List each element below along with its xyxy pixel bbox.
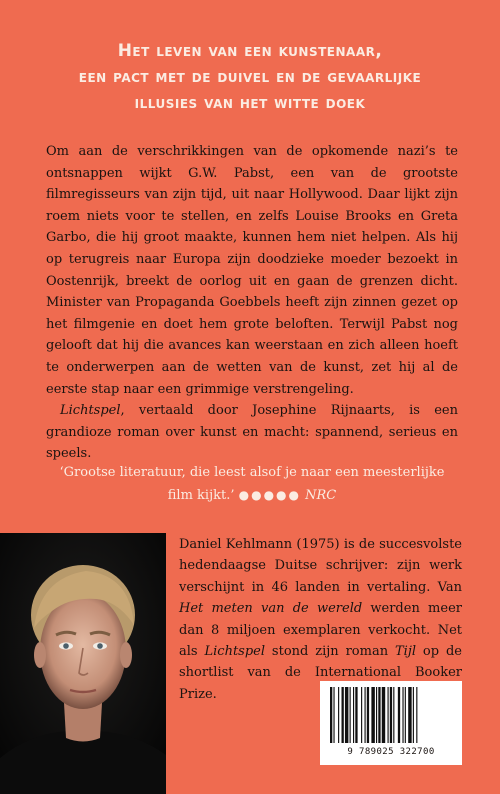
quote-source: NRC <box>305 488 337 503</box>
barcode-bar <box>390 687 392 743</box>
review-quote <box>46 462 458 507</box>
bio-text-2: werden meer dan 8 miljoen exemplaren verkocht. Net als <box>179 601 462 660</box>
blurb-paragraph-1: Om aan de verschrikkingen van de opkomende nazi’s te ontsnappen wijkt G.W. Pabst, een van de grootste filmregisseurs van zijn tijd, uit naar Hollywood. Daar lijkt zijn roem niets voor te stellen, en zelfs Louise Brooks en Greta Garbo, die hij groot maakte, kunnen hem niet helpen. Als hij op terugreis naar Europa zijn doodzieke moeder bezoekt in Oostenrijk, breekt de oorlog uit en gaan de grenzen dicht. Minister van Propaganda Goebbels heeft zijn zinnen gezet op het filmgenie en doet hem grote beloften. Terwijl Pabst nog gelooft dat hij die avances kan weerstaan en zich alleen hoeft te onderwerpen aan de wetten van de kunst, zet hij al de eerste stap naar een grimmige verstrengeling. <box>46 144 458 397</box>
headline-line-2: een pact met de duivel en de gevaarlijke <box>78 67 422 87</box>
barcode-bar <box>393 687 394 743</box>
isbn-barcode <box>320 681 462 765</box>
barcode-bar <box>333 687 334 743</box>
barcode-bar <box>408 687 411 743</box>
barcode-bar <box>382 687 385 743</box>
book-blurb <box>46 141 458 465</box>
barcode-bar <box>361 687 362 743</box>
blurb-paragraph-2 <box>46 400 458 465</box>
rating-stars: ●●●●● <box>238 488 301 502</box>
bio-title-3: Tijl <box>394 644 417 660</box>
author-photo <box>0 533 166 794</box>
barcode-bar <box>355 687 357 743</box>
book-title-italic: Lichtspel <box>60 403 121 419</box>
barcode-bar <box>405 687 406 743</box>
headline-line-3: illusies van het witte doek <box>134 93 366 113</box>
bio-title-2: Lichtspel <box>204 644 266 660</box>
headline-line-1: Het leven van een kunstenaar, <box>117 41 383 61</box>
barcode-bar <box>378 687 380 743</box>
author-bio <box>179 534 462 705</box>
barcode-bar <box>371 687 374 743</box>
barcode-bar <box>398 687 400 743</box>
bio-title-1: Het meten van de wereld <box>179 601 363 617</box>
bio-text-4: op de shortlist van de International Booker Prize. <box>179 644 462 702</box>
barcode-bar <box>416 687 417 743</box>
bio-text-1: Daniel Kehlmann (1975) is de succesvolste hedendaagse Duitse schrijver: zijn werk verschijnt in 46 landen in vertaling. Van <box>179 537 462 595</box>
blurb-paragraph-2-text: , vertaald door Josephine Rijnaarts, is een grandioze roman over kunst en macht: spannend, serieus en speels. <box>46 403 458 462</box>
barcode-bar <box>413 687 414 743</box>
barcode-bar <box>342 687 344 743</box>
quote-text: ‘Grootse literatuur, die leest alsof je naar een meesterlijke film kijkt.’ <box>59 465 445 503</box>
barcode-bar <box>338 687 339 743</box>
back-cover-headline <box>0 38 500 116</box>
barcode-bar <box>365 687 366 743</box>
barcode-bar <box>330 687 332 743</box>
author-portrait-image <box>0 533 166 794</box>
barcode-bar <box>388 687 389 743</box>
barcode-bar <box>367 687 369 743</box>
barcode-bar <box>350 687 351 743</box>
barcode-bar <box>353 687 354 743</box>
barcode-bar <box>345 687 348 743</box>
barcode-bars <box>320 681 462 745</box>
barcode-bar <box>402 687 403 743</box>
bio-text-3: stond zijn roman <box>265 644 395 660</box>
isbn-number: 9 789025 322700 <box>347 747 435 757</box>
barcode-bar <box>376 687 377 743</box>
